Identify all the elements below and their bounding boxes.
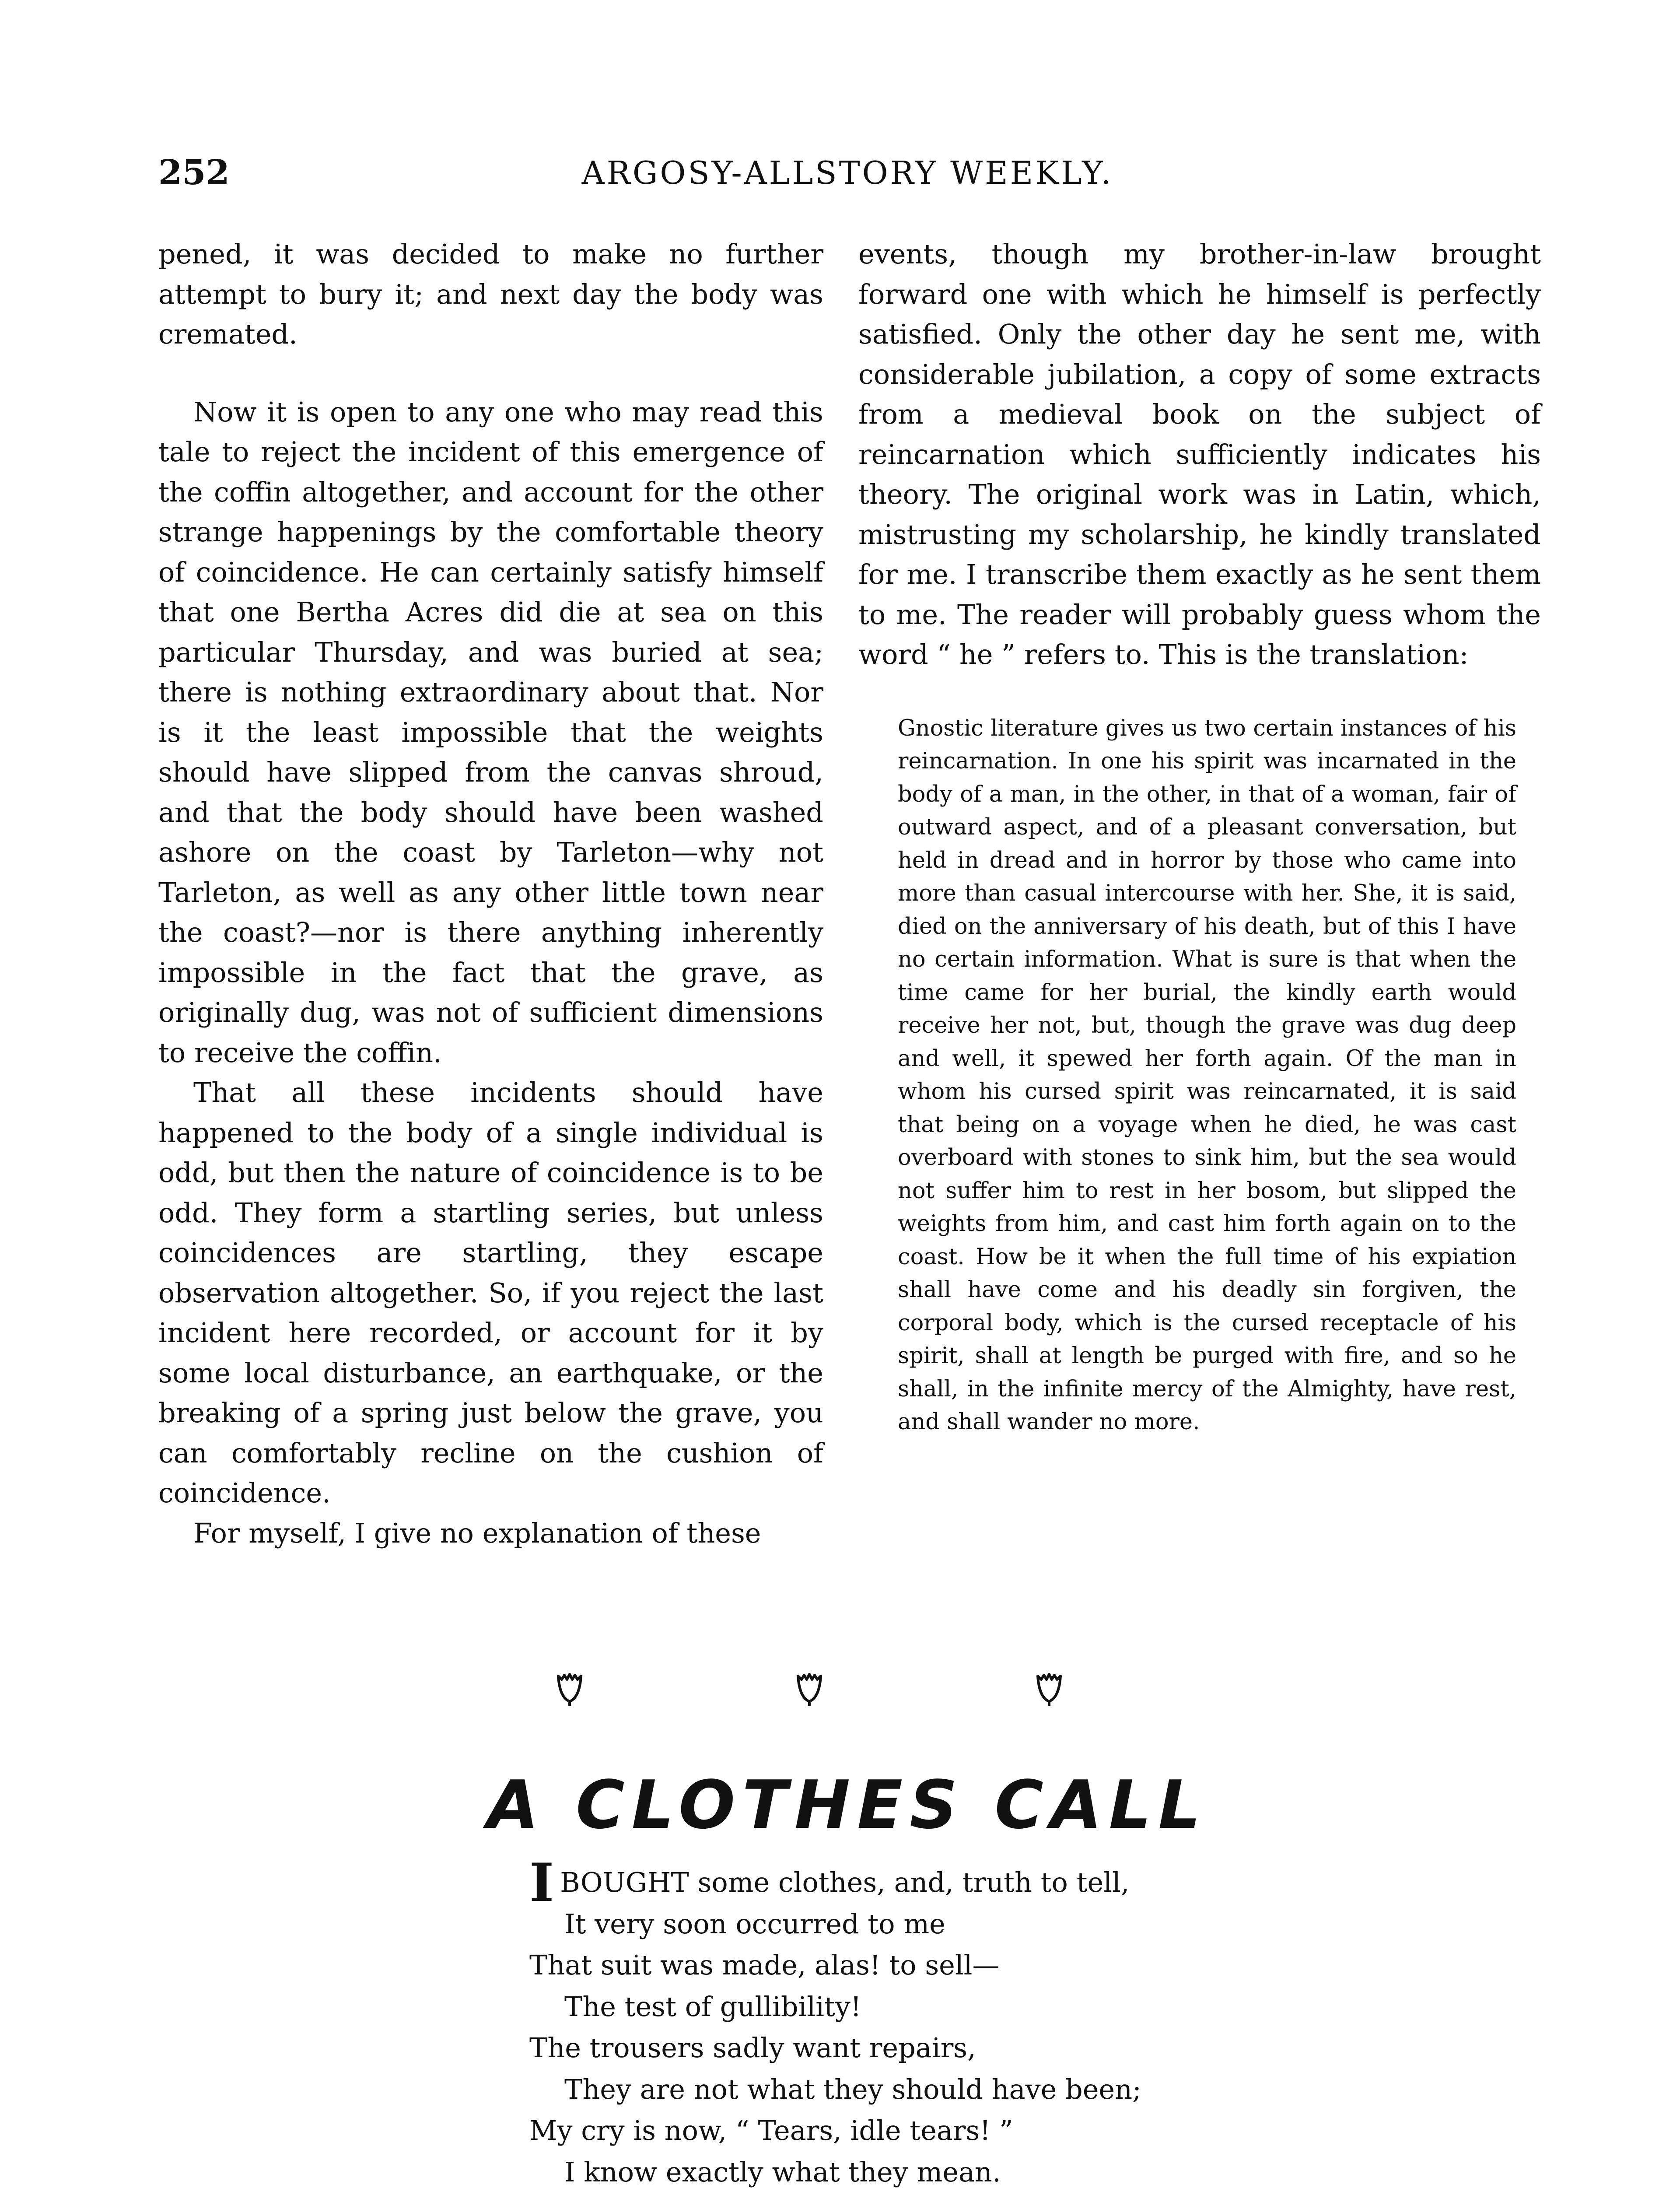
poem-line: BOUGHT some clothes, and, truth to tell, xyxy=(560,1866,1130,1898)
section-ornaments xyxy=(481,1672,1138,1724)
poem-line: My cry is now, “ Tears, idle tears! ” xyxy=(529,2114,1013,2146)
poem-dropcap: I xyxy=(529,1852,554,1914)
poem-title: A CLOTHES CALL xyxy=(487,1766,1208,1844)
poem-line: The test of gullibility! xyxy=(564,1990,861,2023)
right-column xyxy=(858,234,1541,1648)
left-paragraph-1: pened, it was decided to make no further attempt to bury it; and next day the body was cremated. xyxy=(158,238,823,350)
left-column xyxy=(158,234,823,1648)
tulip-ornament-icon xyxy=(556,1672,584,1707)
poem-line: It very soon occurred to me xyxy=(564,1907,945,1940)
poem xyxy=(529,1852,1387,2188)
left-paragraph-4: For myself, I give no explanation of these xyxy=(193,1517,761,1549)
poem-line: I know exactly what they mean. xyxy=(564,2156,1001,2188)
poem-line: They are not what they should have been; xyxy=(564,2073,1141,2105)
page-header xyxy=(158,149,1536,201)
right-paragraph: events, though my brother-in-law brought forward one with which he himself is perfectly satisfied. Only the other day he sent me, with considerable jubilation, a copy of some extracts from a medieval book on the subject of reincarnation which sufficiently indicates his theory. The original work was in Latin, which, mistrusting my scholarship, he kindly translated for me. I transcribe them exactly as he sent them to me. The reader will probably guess whom the word “ he ” refers to. This is the translation: xyxy=(858,238,1541,670)
running-head: ARGOSY-ALLSTORY WEEKLY. xyxy=(581,154,1113,191)
tulip-ornament-icon xyxy=(1035,1672,1063,1707)
translation-quote: Gnostic literature gives us two certain instances of his reincarnation. In one his spirit was incarnated in the body of a man, in the other, in that of a woman, fair of outward aspect, and of a pleasant conversation, but held in dread and in horror by those who came into more than casual intercourse with her. She, it is said, died on the anniversary of his death, but of this I have no certain information. What is sure is that when the time came for her burial, the kindly earth would receive her not, but, though the grave was dug deep and well, it spewed her forth again. Of the man in whom his cursed spirit was reincarnated, it is said that being on a voyage when he died, he was cast overboard with stones to sink him, but the sea would not suffer him to rest in her bosom, but slipped the weights from him, and cast him forth again on to the coast. How be it when the full time of his expiation shall have come and his deadly sin forgiven, the corporal body, which is the cursed receptacle of his spirit, shall at length be purged with fire, and so he shall, in the infinite mercy of the Almighty, have rest, and shall wander no more. xyxy=(898,715,1516,1435)
left-paragraph-3: That all these incidents should have happened to the body of a single individual is odd, but then the nature of coincidence is to be odd. They form a startling series, but unless coincidences are startling, they escape observation altogether. So, if you reject the last incident here recorded, or account for it by some local disturbance, an earthquake, or the breaking of a spring just below the grave, you can comfortably recline on the cushion of coincidence. xyxy=(158,1076,823,1509)
tulip-ornament-icon xyxy=(795,1672,823,1707)
poem-line: That suit was made, alas! to sell— xyxy=(529,1949,1000,1981)
page-number: 252 xyxy=(158,153,230,193)
left-paragraph-2: Now it is open to any one who may read this tale to reject the incident of this emergence of the coffin altogether, and account for the other strange happenings by the comfortable theory of coincidence. He can certainly satisfy himself that one Bertha Acres did die at sea on this particular Thursday, and was buried at sea; there is nothing extraordinary about that. Nor is it the least impossible that the weights should have slipped from the canvas shroud, and that the body should have been washed ashore on the coast by Tarleton—why not Tarleton, as well as any other little town near the coast?—nor is there anything inherently impossible in the fact that the grave, as originally dug, was not of sufficient dimensions to receive the coffin. xyxy=(158,396,823,1069)
poem-line: The trousers sadly want repairs, xyxy=(529,2032,976,2064)
